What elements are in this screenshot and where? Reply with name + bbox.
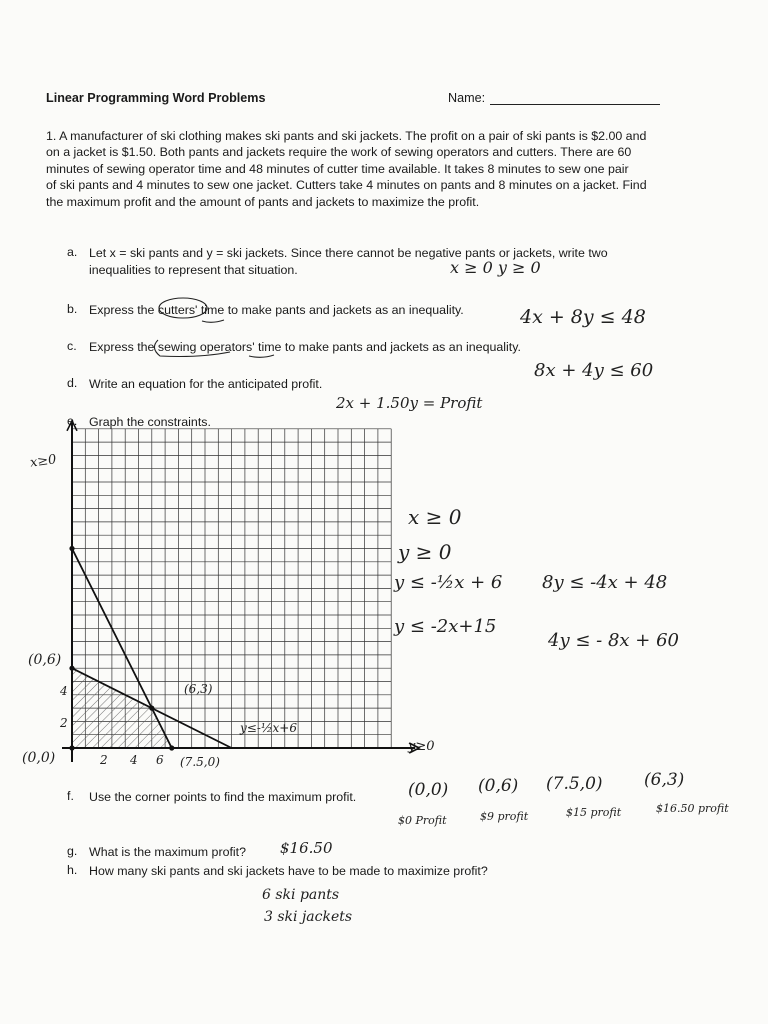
corner-point-marker: [169, 745, 174, 750]
corner-point-marker: [69, 745, 74, 750]
question-a-line2: inequalities to represent that situation.: [89, 263, 298, 277]
y-tick-label: 2: [60, 716, 68, 730]
question-f-letter: f.: [67, 789, 74, 803]
question-e-text: Graph the constraints.: [89, 415, 211, 429]
y-axis-label: x≥0: [29, 452, 58, 471]
answer-c: 8x + 4y ≤ 60: [534, 360, 654, 381]
x-tick-label: 4: [130, 753, 138, 767]
answer-d: 2x + 1.50y = Profit: [336, 394, 483, 412]
line-label: y≤-½x+6: [240, 721, 297, 735]
graph-work-2: 4y ≤ - 8x + 60: [548, 630, 679, 651]
y-tick-label: 4: [60, 684, 68, 698]
answer-b: 4x + 8y ≤ 48: [520, 306, 646, 328]
profit-value: $16.50 profit: [656, 802, 729, 815]
question-h-letter: h.: [67, 863, 78, 877]
graph-note-line1: y ≤ -½x + 6: [394, 572, 503, 593]
corner-point: (0,6): [478, 776, 519, 796]
profit-value: $0 Profit: [398, 814, 447, 827]
corner-point: (6,3): [644, 770, 685, 790]
problem-line: minutes of sewing operator time and 48 minutes of cutter time available. It takes 8 minutes to sew one pair: [46, 161, 629, 176]
graph-note-y: y ≥ 0: [398, 540, 452, 564]
worksheet-title: Linear Programming Word Problems: [46, 91, 266, 105]
question-g-text: What is the maximum profit?: [89, 845, 246, 859]
corner-point-marker: [149, 706, 154, 711]
x-axis-label: y≥0: [408, 739, 435, 754]
corner-point: (7.5,0): [546, 774, 603, 794]
x-tick-label: 2: [100, 753, 108, 767]
answer-a: x ≥ 0 y ≥ 0: [450, 258, 541, 277]
question-b-text: Express the cutters' time to make pants and jackets as an inequality.: [89, 303, 464, 317]
question-a-letter: a.: [67, 245, 78, 259]
point-label-0-0: (0,0): [22, 750, 56, 766]
question-e-letter: e.: [67, 414, 78, 428]
question-d-text: Write an equation for the anticipated profit.: [89, 377, 323, 391]
question-h-text: How many ski pants and ski jackets have to be made to maximize profit?: [89, 864, 488, 878]
graph-work-1: 8y ≤ -4x + 48: [542, 572, 668, 593]
answer-h-pants: 6 ski pants: [262, 887, 340, 903]
point-label-6-3: (6,3): [184, 682, 213, 696]
problem-line: on a jacket is $1.50. Both pants and jackets require the work of sewing operators and cutters. There are 60: [46, 145, 632, 160]
problem-line: 1. A manufacturer of ski clothing makes ski pants and ski jackets. The profit on a pair of ski pants is $2.00 and: [46, 129, 647, 143]
question-c-letter: c.: [67, 339, 77, 353]
point-label-0-6: (0,6): [28, 652, 62, 668]
profit-value: $15 profit: [566, 806, 622, 819]
question-f-text: Use the corner points to find the maximum profit.: [89, 790, 357, 804]
question-b-letter: b.: [67, 302, 78, 316]
graph-note-line2: y ≤ -2x+15: [394, 616, 497, 637]
question-d-letter: d.: [67, 376, 78, 390]
problem-line: the maximum profit and the amount of pants and jackets to maximize the profit.: [46, 194, 480, 209]
corner-point-marker: [69, 546, 74, 551]
x-tick-label: 6: [156, 753, 164, 767]
point-label-7-5-0: (7.5,0): [180, 755, 220, 769]
question-c-text: Express the sewing operators' time to make pants and jackets as an inequality.: [89, 340, 521, 354]
answer-g: $16.50: [280, 839, 333, 857]
question-g-letter: g.: [67, 844, 78, 858]
corner-point: (0,0): [408, 780, 449, 800]
problem-line: of ski pants and 4 minutes to sew one jacket. Cutters take 4 minutes on pants and 8 minutes on a jacket. Find: [46, 178, 647, 193]
corner-point-marker: [69, 666, 74, 671]
profit-value: $9 profit: [480, 810, 529, 823]
name-label: Name:: [448, 91, 486, 105]
answer-h-jackets: 3 ski jackets: [264, 909, 353, 925]
question-a-line1: Let x = ski pants and y = ski jackets. Since there cannot be negative pants or jackets, write two: [89, 246, 608, 260]
graph-note-x: x ≥ 0: [408, 505, 462, 529]
